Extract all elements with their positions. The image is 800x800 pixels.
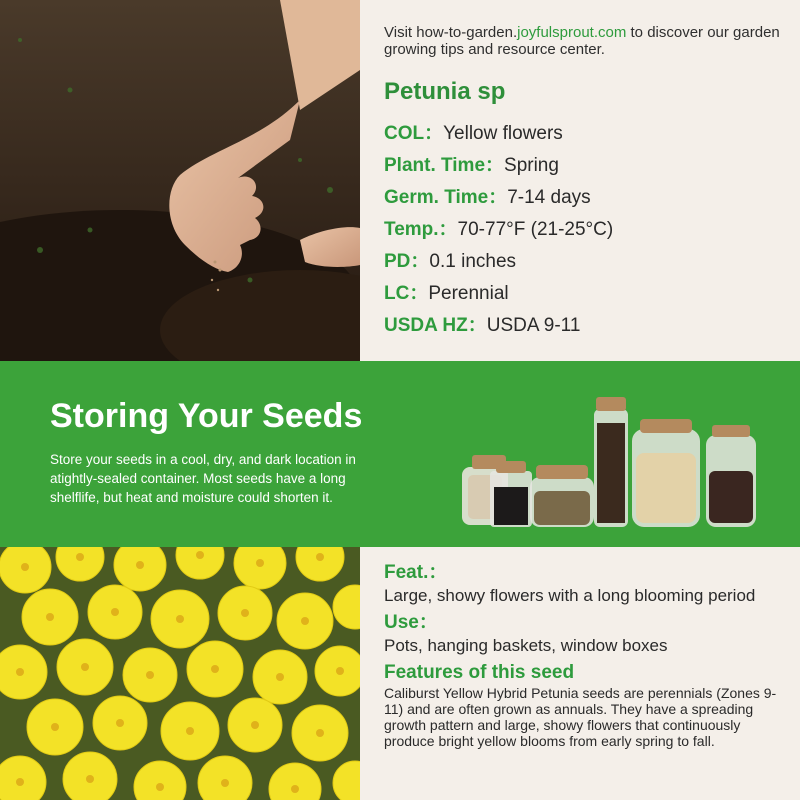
attr-value: Perennial bbox=[428, 283, 509, 304]
attr-key: Plant. Time： bbox=[384, 155, 505, 176]
use-text: Pots, hanging baskets, window boxes bbox=[384, 636, 668, 655]
attr-key: LC： bbox=[384, 283, 429, 304]
attr-value: Spring bbox=[504, 155, 559, 176]
attr-key: PD： bbox=[384, 251, 430, 272]
use-label: Use： bbox=[384, 612, 438, 633]
storing-text: Store your seeds in a cool, dry, and dark location in atightly-sealed container. Most seeds have a long shelflife, but heat and moisture could shorten it. bbox=[50, 452, 356, 505]
attr-row-usda bbox=[384, 310, 800, 342]
attr-row-temp bbox=[384, 214, 800, 246]
attr-key: Temp.： bbox=[384, 219, 458, 240]
attr-row-pd bbox=[384, 246, 800, 278]
storing-seeds-band bbox=[0, 361, 800, 547]
attr-value: 7-14 days bbox=[507, 187, 591, 208]
yellow-petunia-photo bbox=[0, 547, 360, 800]
attr-value: 70-77°F (21-25°C) bbox=[457, 219, 614, 240]
attr-key: USDA HZ： bbox=[384, 315, 487, 336]
attr-value: Yellow flowers bbox=[443, 123, 563, 144]
intro-prefix: Visit how-to-garden. bbox=[384, 24, 518, 41]
features-seed-label: Features of this seed bbox=[384, 662, 575, 683]
attr-value: USDA 9-11 bbox=[486, 315, 581, 336]
attr-key: COL： bbox=[384, 123, 444, 144]
attr-row-germ-time bbox=[384, 182, 800, 214]
brand-link[interactable]: joyfulsprout.com bbox=[517, 24, 627, 41]
intro-suffix: to discover our garden growing tips and resource center. bbox=[384, 24, 780, 58]
feat-text: Large, showy flowers with a long blooming period bbox=[384, 586, 756, 605]
species-title: Petunia sp bbox=[384, 78, 506, 105]
attr-row-plant-time bbox=[384, 150, 800, 182]
attr-row-col bbox=[384, 118, 800, 150]
soil-hand-photo bbox=[0, 0, 360, 361]
attr-value: 0.1 inches bbox=[429, 251, 517, 272]
feat-label: Feat.： bbox=[384, 562, 448, 583]
storing-title: Storing Your Seeds bbox=[50, 397, 363, 435]
features-panel bbox=[360, 547, 800, 800]
intro-text bbox=[384, 24, 784, 58]
attr-row-lc bbox=[384, 278, 800, 310]
seed-jars-image bbox=[450, 379, 770, 531]
plant-info-panel bbox=[360, 0, 800, 361]
features-seed-text: Caliburst Yellow Hybrid Petunia seeds are perennials (Zones 9-11) and are often grown as annuals. They have a spreading growth pattern and large, showy flowers that continuously produce bright yellow blooms from early spring to fall. bbox=[384, 685, 777, 749]
attr-key: Germ. Time： bbox=[384, 187, 508, 208]
